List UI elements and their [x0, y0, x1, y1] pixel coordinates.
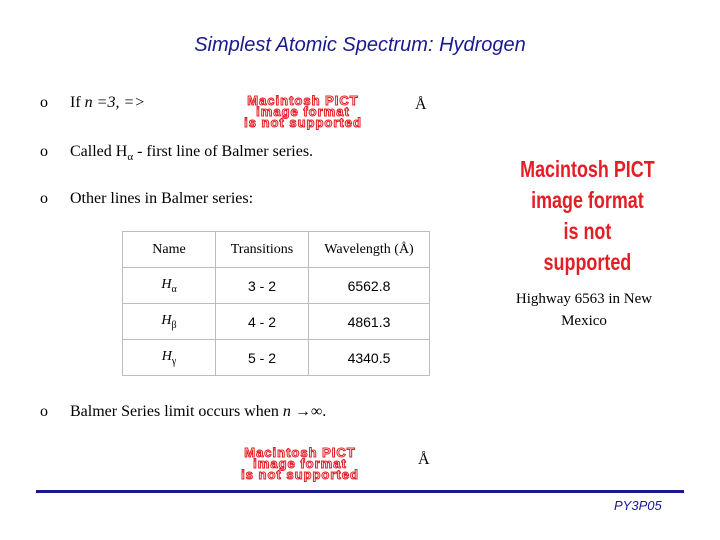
highway-caption: Highway 6563 in New Mexico: [515, 291, 653, 329]
pict-placeholder-3: Macintosh PICT image format is not supported: [241, 445, 359, 482]
transition-cell: 3 - 2: [216, 268, 309, 304]
pict-placeholder-2: Macintosh PICT image format is not supported: [520, 156, 655, 275]
bullet-text-4: Balmer Series limit occurs when n →∞.: [70, 403, 327, 420]
footer-course-code: PY3P05: [614, 498, 662, 513]
header-transitions: Transitions: [216, 232, 309, 268]
header-wavelength: Wavelength (Å): [309, 232, 430, 268]
bullet-marker: o: [40, 94, 48, 111]
line-name: $H_\gamma$: [123, 340, 216, 376]
table-row: [123, 268, 430, 304]
bullet-text-3: Other lines in Balmer series:: [70, 190, 254, 207]
angstrom-unit-2: Å: [418, 451, 430, 468]
angstrom-unit-1: Å: [415, 96, 427, 113]
footer-divider: [36, 490, 684, 493]
table-row: [123, 340, 430, 376]
header-name: Name: [123, 232, 216, 268]
line-name: $H_\alpha$: [123, 268, 216, 304]
line-name: $H_\beta$: [123, 304, 216, 340]
wavelength-cell: 4340.5: [309, 340, 430, 376]
table-row: [123, 304, 430, 340]
bullet-marker: o: [40, 403, 48, 420]
bullet-text-1: If n =3, =>: [70, 94, 146, 111]
bullet-marker: o: [40, 190, 48, 207]
slide-title: Simplest Atomic Spectrum: Hydrogen: [194, 34, 526, 56]
table-header-row: [123, 232, 430, 268]
transition-cell: 4 - 2: [216, 304, 309, 340]
wavelength-cell: 4861.3: [309, 304, 430, 340]
pict-placeholder-1: Macintosh PICT image format is not supported: [244, 93, 362, 130]
bullet-text-2: Called $H_\alpha$ - first line of Balmer series.: [70, 143, 314, 164]
transition-cell: 5 - 2: [216, 340, 309, 376]
balmer-table: [122, 231, 430, 376]
bullet-marker: o: [40, 143, 48, 160]
wavelength-cell: 6562.8: [309, 268, 430, 304]
